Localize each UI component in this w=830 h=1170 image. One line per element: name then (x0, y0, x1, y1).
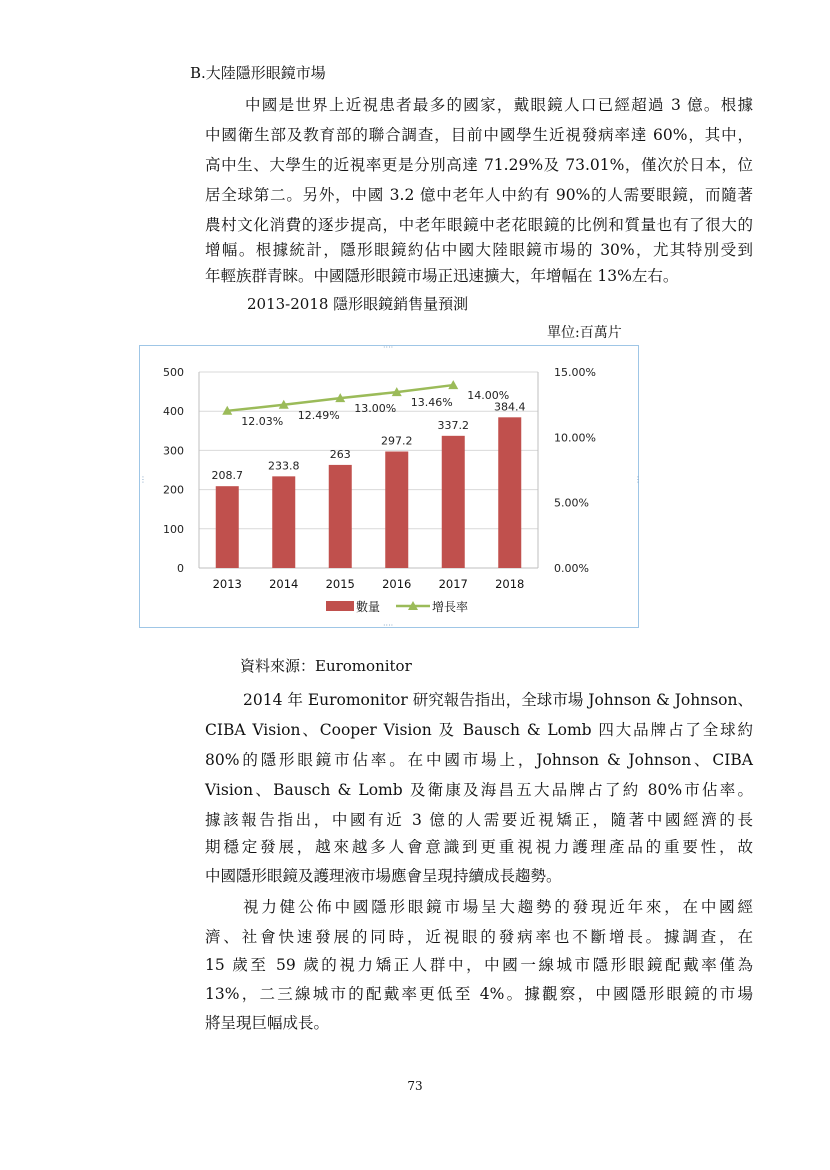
x-tick-label: 2013 (212, 577, 242, 591)
paragraph-3-line: 15 歲至 59 歲的視力矯正人群中，中國一線城市隱形眼鏡配戴率僅為 (205, 956, 753, 974)
x-tick-label: 2017 (438, 577, 468, 591)
y-left-tick-label: 500 (163, 366, 184, 379)
paragraph-1-line: 高中生、大學生的近視率更是分別高達 71.29%及 73.01%，僅次於日本，位 (205, 156, 753, 174)
paragraph-3-line: 13%，二三線城市的配戴率更低至 4%。據觀察，中國隱形眼鏡的市場 (205, 985, 753, 1003)
bar (498, 417, 521, 568)
bar (329, 465, 352, 568)
y-right-tick-label: 0.00% (554, 562, 589, 575)
y-right-tick-label: 10.00% (554, 431, 596, 445)
y-right-tick-label: 5.00% (554, 496, 589, 510)
source-note: 資料來源：Euromonitor (240, 657, 412, 675)
paragraph-2-line: 2014 年 Euromonitor 研究報告指出，全球市場 Johnson & Johnson、 (243, 691, 753, 709)
y-left-tick-label: 100 (163, 522, 184, 536)
bar-data-label: 337.2 (437, 418, 469, 432)
bar-data-label: 384.4 (494, 400, 526, 414)
legend-swatch-bars (326, 601, 354, 611)
y-left-tick-label: 400 (163, 405, 184, 419)
y-left-tick-label: 200 (163, 483, 184, 497)
line-data-label: 13.46% (410, 396, 453, 410)
resize-handle-right[interactable]: ⋮ (634, 475, 642, 484)
unit-label: 單位:百萬片 (547, 325, 622, 341)
y-left-tick-label: 300 (163, 444, 184, 458)
page-number: 73 (407, 1079, 423, 1093)
paragraph-2-line: 期穩定發展，越來越多人會意識到更重視視力護理產品的重要性，故 (205, 838, 753, 856)
bar (442, 436, 465, 568)
x-tick-label: 2018 (495, 577, 525, 591)
paragraph-1-line: 居全球第二。另外，中國 3.2 億中老年人中約有 90%的人需要眼鏡，而隨著 (205, 186, 753, 204)
paragraph-2-line: 中國隱形眼鏡及護理液市場應會呈現持續成長趨勢。 (205, 867, 562, 885)
paragraph-2-line: 80%的隱形眼鏡市佔率。在中國市場上，Johnson & Johnson、CIBA (205, 751, 753, 769)
y-right-tick-label: 15.00% (554, 366, 596, 379)
paragraph-1-line: 農村文化消費的逐步提高，中老年眼鏡中老花眼鏡的比例和質量也有了很大的 (205, 216, 753, 234)
resize-handle-bottom[interactable]: ···· (383, 621, 394, 630)
legend-label-line: 增長率 (432, 600, 469, 614)
line-data-label: 12.49% (297, 408, 340, 422)
paragraph-1-line: 增幅。根據統計，隱形眼鏡約佔中國大陸眼鏡市場的 30%，尤其特別受到 (205, 241, 753, 259)
bar-data-label: 263 (329, 447, 351, 461)
resize-handle-left[interactable]: ⋮ (139, 475, 147, 484)
paragraph-2-line: Vision、Bausch & Lomb 及衛康及海昌五大品牌占了約 80%市佔率。 (205, 781, 753, 799)
bar (272, 476, 295, 568)
paragraph-2-line: CIBA Vision、Cooper Vision 及 Bausch & Lomb 四大品牌占了全球約 (205, 721, 753, 739)
bar (216, 486, 239, 568)
legend-label-bars: 數量 (356, 600, 381, 614)
bar-data-label: 233.8 (268, 459, 300, 473)
sales-forecast-chart (140, 343, 638, 627)
bar-data-label: 208.7 (211, 469, 243, 483)
x-tick-label: 2014 (269, 577, 299, 591)
paragraph-3-line: 濟、社會快速發展的同時，近視眼的發病率也不斷增長。據調查，在 (205, 928, 753, 946)
bar (385, 451, 408, 568)
line-data-label: 13.00% (354, 402, 397, 416)
chart-container[interactable] (139, 343, 642, 630)
paragraph-1-line: 中國是世界上近視患者最多的國家，戴眼鏡人口已經超過 3 億。根據 (245, 96, 753, 114)
x-tick-label: 2015 (325, 577, 355, 591)
chart-title: 2013-2018 隱形眼鏡銷售量預測 (247, 295, 469, 313)
line-data-label: 12.03% (241, 414, 284, 428)
line-data-label: 14.00% (467, 389, 510, 403)
paragraph-2-line: 據該報告指出，中國有近 3 億的人需要近視矯正，隨著中國經濟的長 (205, 811, 753, 829)
y-left-tick-label: 0 (177, 562, 184, 575)
resize-handle-top[interactable]: ···· (383, 343, 394, 352)
paragraph-3-line: 視力健公佈中國隱形眼鏡市場呈大趨勢的發現近年來，在中國經 (243, 898, 753, 916)
paragraph-3-line: 將呈現巨幅成長。 (205, 1014, 330, 1032)
section-heading: B.大陸隱形眼鏡市場 (190, 64, 326, 82)
bar-data-label: 297.2 (381, 434, 413, 448)
paragraph-1-line: 中國衛生部及教育部的聯合調查，目前中國學生近視發病率達 60%，其中， (205, 126, 753, 144)
paragraph-1-line: 年輕族群青睞。中國隱形眼鏡市場正迅速擴大，年增幅在 13%左右。 (205, 267, 679, 285)
x-tick-label: 2016 (382, 577, 412, 591)
